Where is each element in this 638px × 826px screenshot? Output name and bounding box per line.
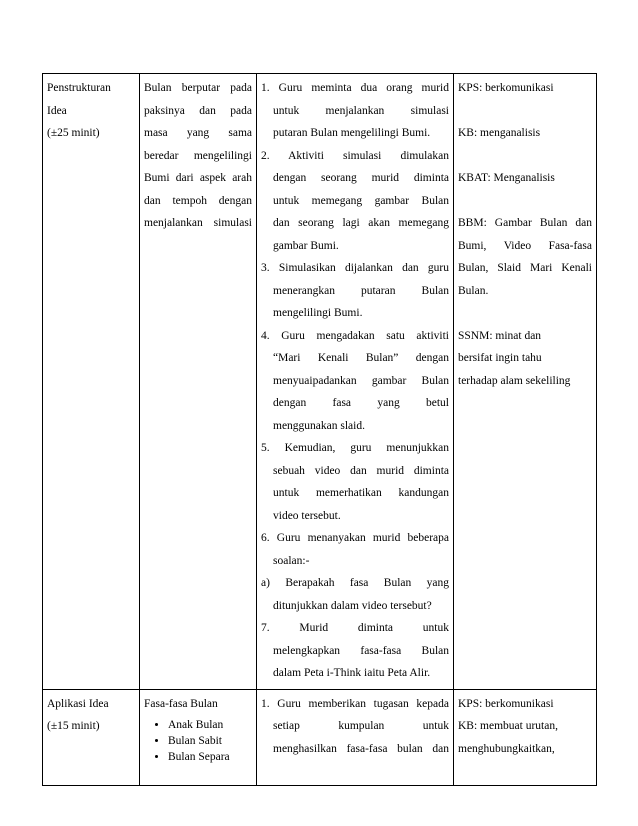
activity-cell: [257, 689, 454, 785]
step-line: 6. Guru menanyakan murid beberapa: [261, 532, 449, 544]
content-line: masa yang sama: [144, 127, 252, 139]
table-row: [43, 689, 597, 785]
kb-note: KB: menganalisis: [458, 127, 541, 139]
ssnm-note: bersifat ingin tahu: [458, 352, 542, 364]
step-line: dengan seorang murid diminta: [273, 172, 449, 184]
content-line: menjalankan simulasi: [144, 217, 252, 229]
kbat-note: KBAT: Menganalisis: [458, 172, 555, 184]
step-line: menggunakan slaid.: [273, 419, 365, 432]
activity-step: [261, 437, 449, 527]
content-line: Bumi dari aspek arah: [144, 172, 252, 184]
bbm-note: Bulan, Slaid Mari Kenali: [458, 262, 592, 274]
step-line: menghasilkan fasa-fasa bulan dan: [273, 742, 449, 755]
kps-note: KPS: berkomunikasi: [458, 82, 554, 94]
activity-step: [261, 527, 449, 572]
step-line: 4. Guru mengadakan satu aktiviti: [261, 329, 449, 342]
list-item: • Bulan Sabit: [168, 733, 252, 749]
ssnm-note: SSNM: minat dan: [458, 329, 542, 342]
notes-cell: [454, 74, 597, 690]
step-line: dengan fasa yang betul: [273, 397, 449, 409]
step-line: untuk memerhatikan kandungan: [273, 487, 449, 499]
content-line: beredar mengelilingi: [144, 149, 252, 162]
kps-note: KPS: berkomunikasi: [458, 697, 554, 710]
step-line: 7. Murid diminta untuk: [261, 622, 449, 634]
step-line: melengkapkan fasa-fasa Bulan: [273, 644, 449, 657]
kb-note: menghubungkaitkan,: [458, 742, 555, 755]
spacer: [458, 100, 592, 123]
content-cell: [140, 74, 257, 690]
step-line: 1. Guru meminta dua orang murid: [261, 82, 449, 94]
step-line: dan seorang lagi akan memegang: [273, 217, 449, 229]
step-line: sebuah video dan murid diminta: [273, 464, 449, 477]
step-line: untuk memegang gambar Bulan: [273, 194, 449, 207]
content-line: paksinya dan pada: [144, 104, 252, 117]
spacer: [458, 145, 592, 168]
step-line: soalan:-: [273, 554, 310, 567]
bbm-note: Bulan.: [458, 284, 489, 297]
step-line: 5. Kemudian, guru menunjukkan: [261, 442, 449, 454]
phase-list: [144, 717, 252, 765]
ssnm-note: terhadap alam sekeliling: [458, 374, 571, 387]
stage-cell: [43, 74, 140, 690]
step-line: menyuaipadankan gambar Bulan: [273, 374, 449, 387]
activity-step: [261, 693, 449, 761]
lesson-plan-table: [42, 73, 597, 786]
step-line: video tersebut.: [273, 509, 341, 522]
stage-title: Idea: [47, 104, 67, 117]
bbm-note: BBM: Gambar Bulan dan: [458, 217, 592, 229]
step-line: 3. Simulasikan dijalankan dan guru: [261, 262, 449, 274]
step-line: ditunjukkan dalam video tersebut?: [273, 599, 432, 612]
activity-step: [261, 145, 449, 258]
activity-step: [261, 77, 449, 145]
step-line: “Mari Kenali Bulan” dengan: [273, 352, 449, 364]
content-cell: [140, 689, 257, 785]
activity-cell: [257, 74, 454, 690]
content-line: dan tempoh dengan: [144, 194, 252, 207]
step-line: untuk menjalankan simulasi: [273, 104, 449, 117]
step-line: setiap kumpulan untuk: [273, 720, 449, 732]
stage-duration: (±15 minit): [47, 720, 100, 732]
stage-title: Aplikasi Idea: [47, 697, 109, 710]
notes-cell: [454, 689, 597, 785]
step-line: putaran Bulan mengelilingi Bumi.: [273, 127, 431, 139]
list-item: • Bulan Separa: [168, 749, 252, 765]
step-line: mengelilingi Bumi.: [273, 307, 363, 319]
activity-step: [261, 325, 449, 438]
activity-step: [261, 572, 449, 617]
stage-cell: [43, 689, 140, 785]
content-title: Fasa-fasa Bulan: [144, 697, 218, 710]
activity-step: [261, 617, 449, 685]
step-line: 2. Aktiviti simulasi dimulakan: [261, 149, 449, 162]
step-line: gambar Bumi.: [273, 239, 339, 252]
stage-title: Penstrukturan: [47, 82, 111, 94]
content-line: Bulan berputar pada: [144, 82, 252, 94]
step-line: a) Berapakah fasa Bulan yang: [261, 577, 449, 589]
step-line: menerangkan putaran Bulan: [273, 284, 449, 297]
step-line: 1. Guru memberikan tugasan kepada: [261, 697, 449, 710]
activity-step: [261, 257, 449, 325]
table-row: [43, 74, 597, 690]
bbm-note: Bumi, Video Fasa-fasa: [458, 239, 592, 252]
spacer: [458, 302, 592, 325]
step-line: dalam Peta i-Think iaitu Peta Alir.: [273, 667, 431, 679]
stage-duration: (±25 minit): [47, 127, 100, 139]
spacer: [458, 190, 592, 213]
kb-note: KB: membuat urutan,: [458, 720, 558, 732]
list-item: • Anak Bulan: [168, 717, 252, 733]
